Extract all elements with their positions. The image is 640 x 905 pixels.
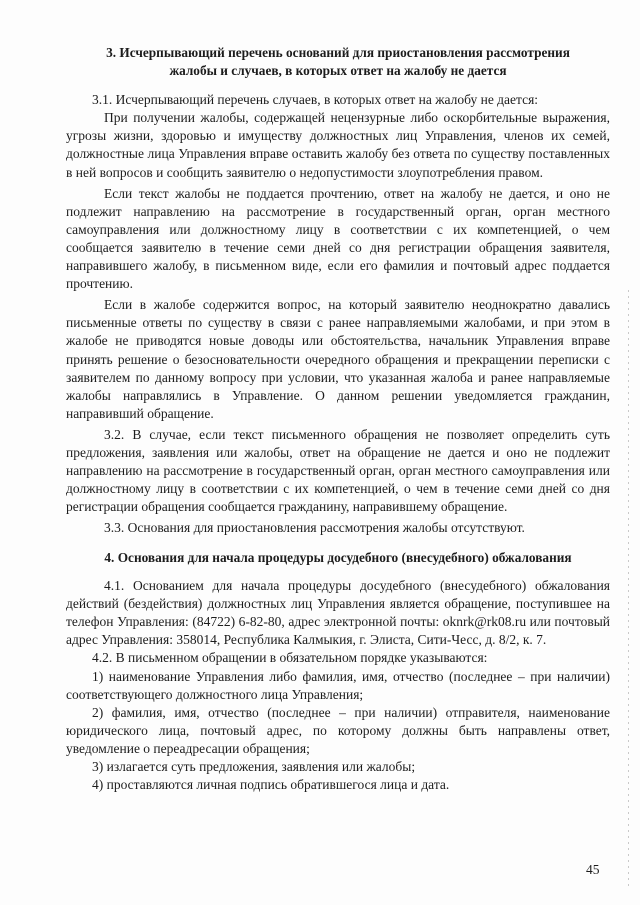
list-item-3: 3) излагается суть предложения, заявления или жалобы; bbox=[92, 758, 416, 774]
section-4-heading: 4. Основания для начала процедуры досудебного (внесудебного) обжалования bbox=[104, 550, 572, 566]
paragraph-3-1: 3.1. Исчерпывающий перечень случаев, в которых ответ на жалобу не дается: bbox=[92, 92, 539, 108]
paragraph-3-1-repeated: Если в жалобе содержится вопрос, на который заявителю неоднократно давались письменные ответы по существу в связи с ранее направляемыми жалобами, и при этом в жалобе не приводятся новые доводы или обстоятельства, начальник Управления вправе принять решение о безосновательности очередного обращения и прекращении переписки с заявителем по данному вопросу при условии, что указанная жалоба и ранее направляемые жалобы направлялись в Управление. О данном решении уведомляется гражданин, направивший обращение. bbox=[66, 297, 610, 421]
paragraph-3-3: 3.3. Основания для приостановления рассмотрения жалобы отсутствуют. bbox=[104, 520, 525, 536]
paragraph-4-1: 4.1. Основанием для начала процедуры досудебного (внесудебного) обжалования действий (бездействия) должностных лиц Управления является обращение, поступившее на телефон Управления: (84722) 6-82-80, адрес электронной почты: oknrk@rk08.ru или почтовый адрес Управления: 358014, Республика Калмыкия, г. Элиста, Сити-Чесс, д. 8/2, к. 7. bbox=[66, 578, 610, 648]
scan-edge-artifact bbox=[628, 290, 629, 890]
section-3-heading-line-2: жалобы и случаев, в которых ответ на жалобу не дается bbox=[169, 62, 507, 78]
document-page bbox=[66, 44, 610, 794]
page-number: 45 bbox=[586, 862, 600, 877]
paragraph-3-1-obscene: При получении жалобы, содержащей нецензурные либо оскорбительные выражения, угрозы жизни, здоровью и имуществу должностных лиц Управления, членов их семей, должностные лица Управления вправе оставить жалобу без ответа по существу поставленных в ней вопросов и сообщить заявителю о недопустимости злоупотребления правом. bbox=[66, 110, 610, 180]
section-3-heading bbox=[66, 44, 610, 79]
paragraph-3-2: 3.2. В случае, если текст письменного обращения не позволяет определить суть предложения, заявления или жалобы, ответ на обращение не дается и оно не подлежит направлению на рассмотрение в государственный орган, орган местного самоуправления или должностному лицу в соответствии с их компетенцией, о чем в течение семи дней со дня регистрации обращения сообщается гражданину, направившему обращение. bbox=[66, 426, 610, 515]
paragraph-3-1-unreadable: Если текст жалобы не поддается прочтению, ответ на жалобу не дается, и оно не подлежит направлению на рассмотрение в государственный орган, орган местного самоуправления или должностному лицу в соответствии с их компетенцией, о чем сообщается заявителю в течение семи дней со дня регистрации обращения заявителя, направившего жалобу, в письменном виде, если его фамилия и почтовый адрес поддается прочтению. bbox=[66, 185, 610, 292]
paragraph-4-2: 4.2. В письменном обращении в обязательном порядке указываются: bbox=[92, 650, 488, 666]
section-3-heading-line-1: 3. Исчерпывающий перечень оснований для приостановления рассмотрения bbox=[106, 45, 570, 60]
list-item-1: 1) наименование Управления либо фамилия, имя, отчество (последнее – при наличии) соответствующего должностного лица Управления; bbox=[66, 668, 610, 702]
list-item-2: 2) фамилия, имя, отчество (последнее – при наличии) отправителя, наименование юридического лица, почтовый адрес, по которому должны быть направлены ответ, уведомление о переадресации обращения; bbox=[66, 704, 610, 756]
list-item-4: 4) проставляются личная подпись обратившегося лица и дата. bbox=[92, 777, 450, 793]
